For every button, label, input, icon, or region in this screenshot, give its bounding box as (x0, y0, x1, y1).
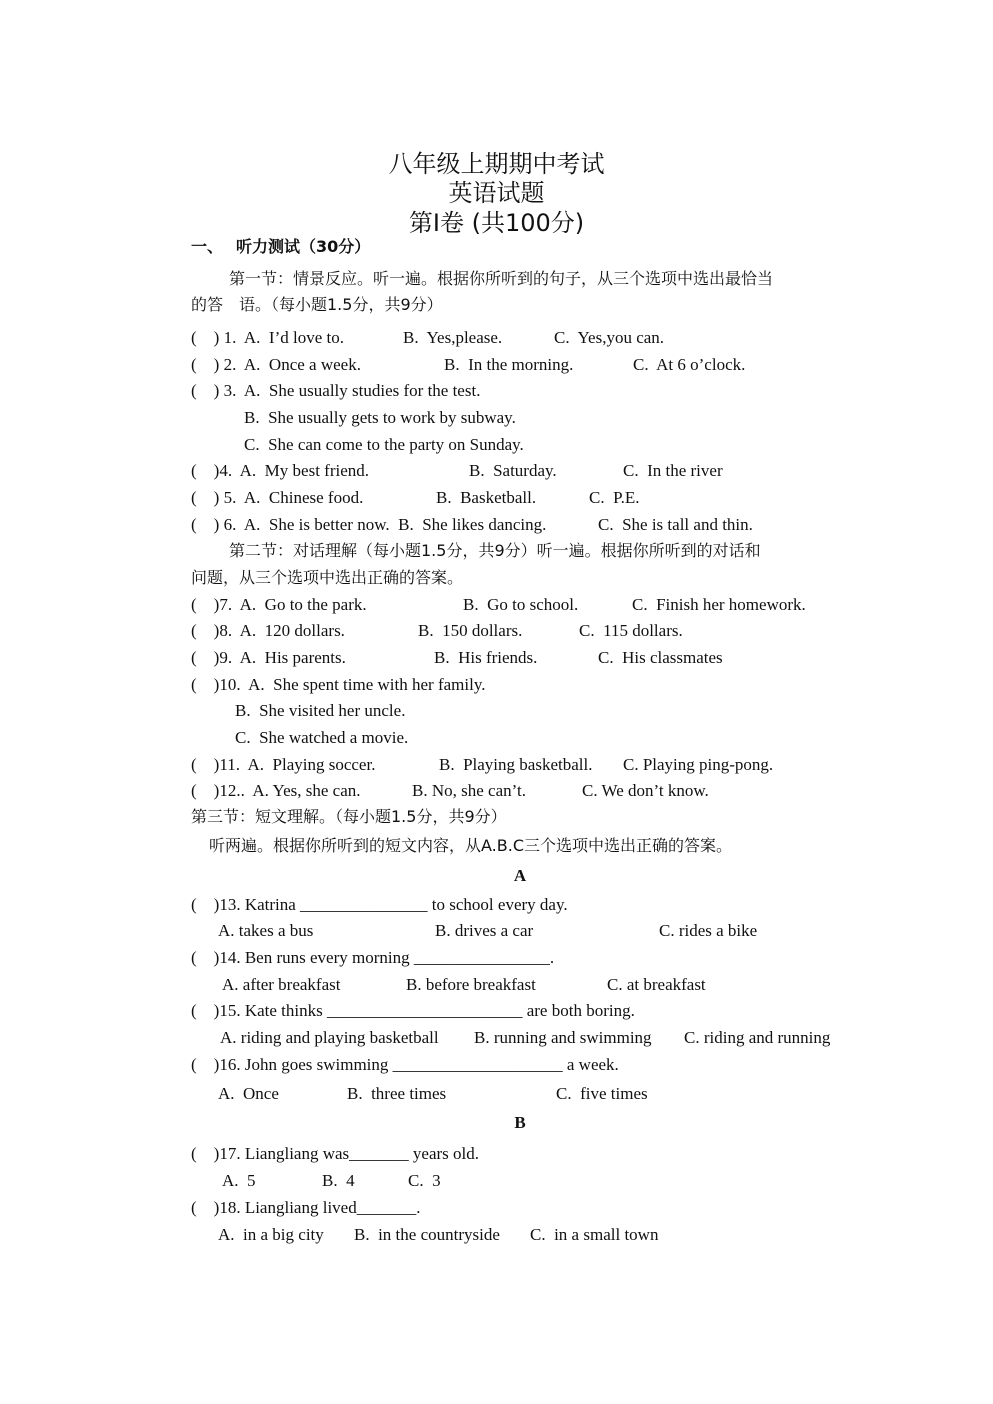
question-9: ( )9. A. His parents. (191, 648, 346, 667)
part2-intro-line2: 问题，从三个选项中选出正确的答案。 (191, 568, 464, 587)
q16-option-a: A. Once (218, 1084, 279, 1103)
exam-title: 八年级上期期中考试 (388, 150, 605, 178)
passage-a-label: A (513, 866, 527, 885)
q1-option-c: C. Yes,you can. (554, 328, 665, 347)
question-3: ( ) 3. A. She usually studies for the test. (191, 381, 481, 400)
q7-option-b: B. Go to school. (463, 595, 579, 614)
part3-intro: 听两遍。根据你所听到的短文内容，从A.B.C三个选项中选出正确的答案。 (209, 836, 732, 855)
question-16: ( )16. John goes swimming ____________________ a week. (191, 1055, 619, 1074)
q5-option-c: C. P.E. (589, 488, 640, 507)
question-12: ( )12.. A. Yes, she can. (191, 781, 361, 800)
question-5: ( ) 5. A. Chinese food. (191, 488, 364, 507)
part1-intro-line1: 第一节：情景反应。听一遍。根据你所听到的句子，从三个选项中选出最恰当 (229, 269, 774, 288)
q9-option-c: C. His classmates (598, 648, 723, 667)
q12-option-c: C. We don’t know. (582, 781, 709, 800)
section-title: 听力测试（30分） (236, 237, 371, 256)
q4-option-b: B. Saturday. (469, 461, 557, 480)
question-14: ( )14. Ben runs every morning ________________. (191, 948, 555, 967)
question-2: ( ) 2. A. Once a week. (191, 355, 361, 374)
q15-option-b: B. running and swimming (474, 1028, 652, 1047)
exam-volume: 第Ⅰ卷 (共100分) (408, 209, 585, 237)
part2-intro-line1: 第二节：对话理解（每小题1.5分，共9分）听一遍。根据你所听到的对话和 (229, 541, 761, 560)
question-10: ( )10. A. She spent time with her family. (191, 675, 486, 694)
q9-option-b: B. His friends. (434, 648, 538, 667)
q11-option-b: B. Playing basketball. (439, 755, 593, 774)
q16-option-c: C. five times (556, 1084, 648, 1103)
question-6: ( ) 6. A. She is better now. B. She likes dancing. (191, 515, 547, 534)
question-4: ( )4. A. My best friend. (191, 461, 370, 480)
q8-option-c: C. 115 dollars. (579, 621, 683, 640)
q15-option-a: A. riding and playing basketball (220, 1028, 439, 1047)
question-13: ( )13. Katrina _______________ to school every day. (191, 895, 568, 914)
q16-option-b: B. three times (347, 1084, 447, 1103)
q18-option-c: C. in a small town (530, 1225, 659, 1244)
question-8: ( )8. A. 120 dollars. (191, 621, 345, 640)
q18-option-a: A. in a big city (218, 1225, 324, 1244)
q15-option-c: C. riding and running (684, 1028, 831, 1047)
question-11: ( )11. A. Playing soccer. (191, 755, 376, 774)
q13-option-a: A. takes a bus (218, 921, 314, 940)
q5-option-b: B. Basketball. (436, 488, 537, 507)
q17-option-a: A. 5 (222, 1171, 256, 1190)
q13-option-b: B. drives a car (435, 921, 534, 940)
question-15: ( )15. Kate thinks _______________________ are both boring. (191, 1001, 635, 1020)
q14-option-a: A. after breakfast (222, 975, 341, 994)
question-17: ( )17. Liangliang was_______ years old. (191, 1144, 479, 1163)
q11-option-c: C. Playing ping-pong. (623, 755, 774, 774)
q10-option-b: B. She visited her uncle. (235, 701, 406, 720)
q2-option-c: C. At 6 o’clock. (633, 355, 746, 374)
section-number: 一、 (191, 237, 224, 256)
q13-option-c: C. rides a bike (659, 921, 758, 940)
q3-option-b: B. She usually gets to work by subway. (244, 408, 516, 427)
question-7: ( )7. A. Go to the park. (191, 595, 367, 614)
q17-option-b: B. 4 (322, 1171, 355, 1190)
q7-option-c: C. Finish her homework. (632, 595, 806, 614)
q14-option-c: C. at breakfast (607, 975, 706, 994)
q8-option-b: B. 150 dollars. (418, 621, 523, 640)
q2-option-b: B. In the morning. (444, 355, 574, 374)
part1-intro-line2: 的答 语。（每小题1.5分，共9分） (191, 295, 443, 314)
part3-heading: 第三节：短文理解。（每小题1.5分，共9分） (191, 807, 507, 826)
q17-option-c: C. 3 (408, 1171, 441, 1190)
q18-option-b: B. in the countryside (354, 1225, 500, 1244)
q14-option-b: B. before breakfast (406, 975, 536, 994)
q6-option-c: C. She is tall and thin. (598, 515, 753, 534)
question-18: ( )18. Liangliang lived_______. (191, 1198, 421, 1217)
q10-option-c: C. She watched a movie. (235, 728, 409, 747)
exam-subject: 英语试题 (448, 179, 545, 207)
q12-option-b: B. No, she can’t. (412, 781, 526, 800)
passage-b-label: B (514, 1113, 526, 1132)
q4-option-c: C. In the river (623, 461, 723, 480)
question-1: ( ) 1. A. I’d love to. (191, 328, 344, 347)
q3-option-c: C. She can come to the party on Sunday. (244, 435, 524, 454)
q1-option-b: B. Yes,please. (403, 328, 503, 347)
